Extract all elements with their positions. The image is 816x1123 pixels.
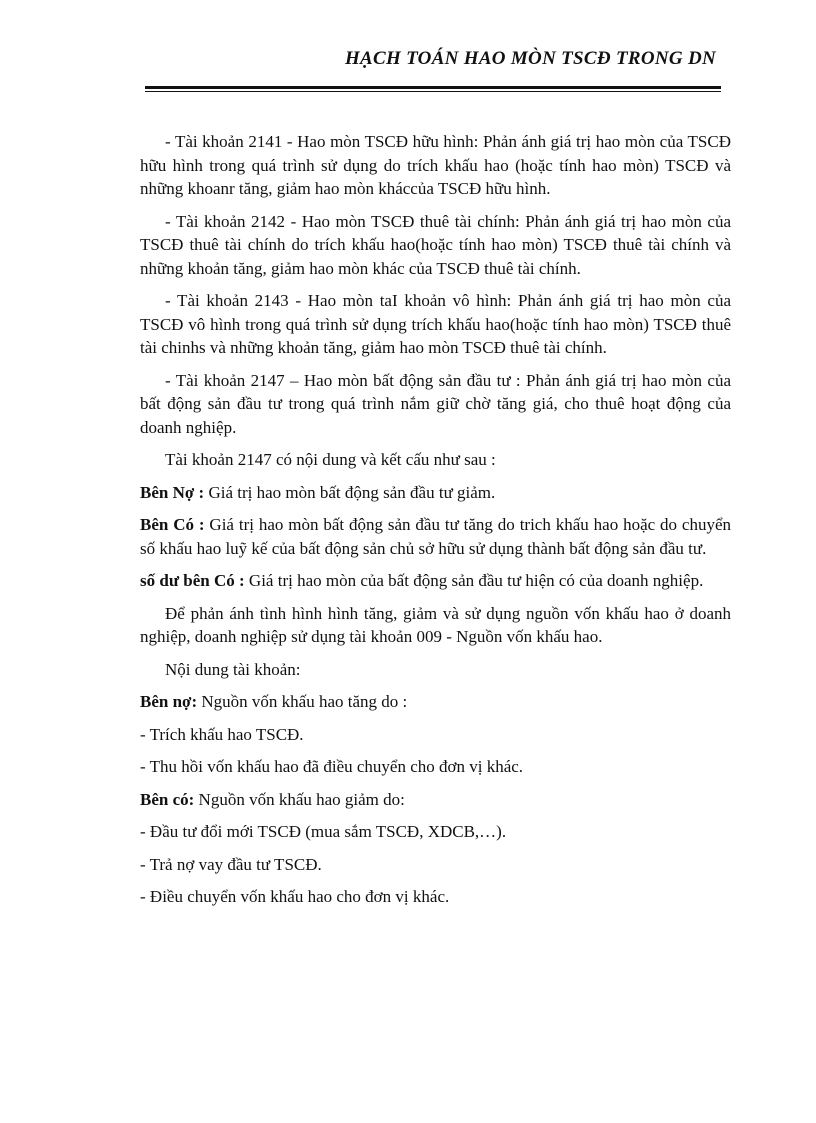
paragraph-ben-co-2 xyxy=(140,788,731,812)
so-du-label: số dư bên Có : xyxy=(140,571,245,590)
ben-co-text: Giá trị hao mòn bất động sản đầu tư tăng do trich khấu hao hoặc do chuyển số khấu hao luỹ kế của bất động sản chủ sở hữu sử dụng thành bất động sản đầu tư. xyxy=(140,515,732,558)
paragraph-account-009: Để phản ánh tình hình hình tăng, giảm và sử dụng nguồn vốn khấu hao ở doanh nghiệp, doanh nghiệp sử dụng tài khoản 009 - Nguồn vốn khấu hao. xyxy=(140,603,731,646)
ben-co-2-text: Nguồn vốn khấu hao giảm do: xyxy=(194,789,405,809)
ben-no-2-label: Bên nợ: xyxy=(140,692,198,711)
paragraph-account-content: Nội dung tài khoản: xyxy=(165,659,301,679)
document-body xyxy=(140,130,731,918)
list-item: - Thu hồi vốn khấu hao đã điều chuyển cho đơn vị khác. xyxy=(140,757,524,776)
so-du-text: Giá trị hao mòn của bất động sản đầu tư hiện có của doanh nghiệp. xyxy=(244,571,704,590)
ben-co-2-label: Bên có: xyxy=(140,789,195,809)
ben-co-label: Bên Có : xyxy=(140,515,205,534)
paragraph-ben-no-2 xyxy=(140,690,731,714)
paragraph-account-2143: - Tài khoản 2143 - Hao mòn taI khoản vô hình: Phản ánh giá trị hao mòn của TSCĐ vô hình trong quá trình sử dụng trích khấu hao(hoặc tính hao mòn) TSCĐ thuê tài chinhs và những khoản tăng, giảm hao mòn TSCĐ thuê tài chính. xyxy=(140,291,731,357)
list-item: - Trả nợ vay đầu tư TSCĐ. xyxy=(140,854,322,874)
paragraph-account-2147-intro: Tài khoản 2147 có nội dung và kết cấu như sau : xyxy=(165,450,496,469)
ben-no-text: Giá trị hao mòn bất động sản đầu tư giảm. xyxy=(204,482,496,502)
list-item: - Trích khấu hao TSCĐ. xyxy=(140,724,304,744)
ben-no-2-text: Nguồn vốn khấu hao tăng do : xyxy=(197,692,408,711)
header-rule-thick xyxy=(145,86,721,89)
page-header-title: HẠCH TOÁN HAO MÒN TSCĐ TRONG DN xyxy=(344,48,716,69)
paragraph-account-2142: - Tài khoản 2142 - Hao mòn TSCĐ thuê tài chính: Phản ánh giá trị hao mòn của TSCĐ thuê tài chính do trích khấu hao(hoặc tính hao mòn) TSCĐ thuê tài chính và những khoản tăng, giảm hao mòn khác của TSCĐ thuê tài chính. xyxy=(140,211,731,278)
paragraph-ben-no xyxy=(140,481,731,505)
paragraph-account-2141: - Tài khoản 2141 - Hao mòn TSCĐ hữu hình: Phản ánh giá trị hao mòn của TSCĐ hữu hình trong quá trình sử dụng do trích khấu hao (hoặc tính hao mòn) TSCĐ và những khoanr tăng, giảm hao mòn kháccủa TSCĐ hữu hình. xyxy=(140,132,731,198)
paragraph-ben-co xyxy=(140,513,731,560)
header-rule-thin xyxy=(145,91,721,92)
ben-no-label: Bên Nợ : xyxy=(140,482,205,502)
paragraph-so-du xyxy=(140,569,731,593)
list-item: - Đầu tư đổi mới TSCĐ (mua sắm TSCĐ, XDCB,…). xyxy=(140,822,507,841)
paragraph-account-2147: - Tài khoản 2147 – Hao mòn bất động sản đầu tư : Phản ánh giá trị hao mòn của bất động sản đầu tư trong quá trình nắm giữ chờ tăng giá, cho thuê hoạt động của doanh nghiệp. xyxy=(140,370,731,437)
list-item: - Điều chuyển vốn khấu hao cho đơn vị khác. xyxy=(140,887,450,906)
